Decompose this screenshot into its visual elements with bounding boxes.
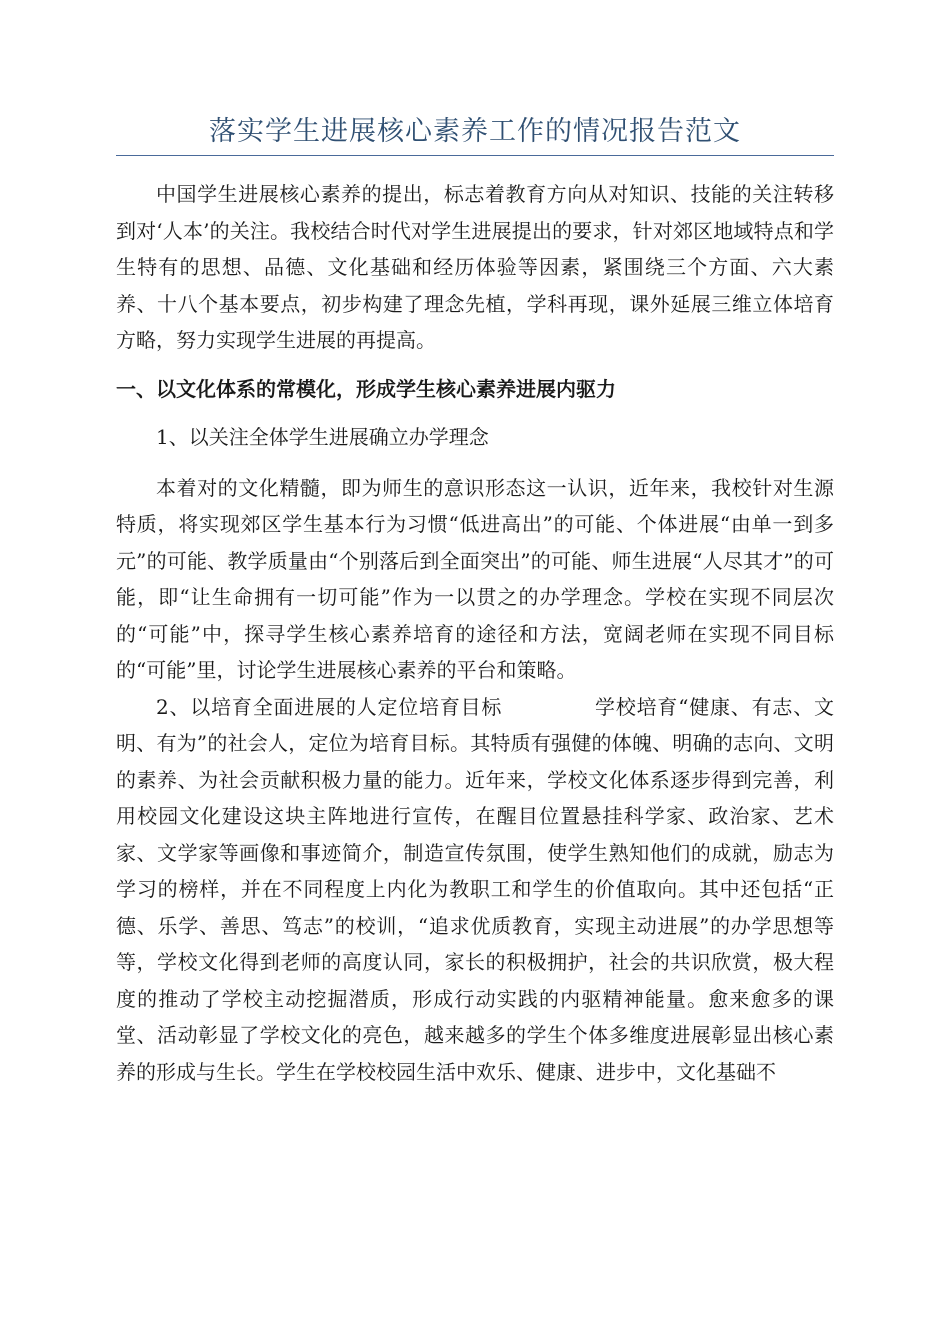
subsection-text-2: 学校培育“健康、有志、文明、有为”的社会人，定位为培育目标。其特质有强健的体魄、明确的志向、文明的素养、为社会贡献积极力量的能力。近年来，学校文化体系逐步得到完善，利用校园文化建设这块主阵地进行宣传，在醒目位置悬挂科学家、政治家、艺术家、文学家等画像和事迹简介，制造宣传氛围，使学生熟知他们的成就，励志为学习的榜样，并在不同程度上内化为教职工和学生的价值取向。其中还包括“正德、乐学、善思、笃志”的校训，“追求优质教育，实现主动进展”的办学思想等等，学校文化得到老师的高度认同，家长的积极拥护，社会的共识欣赏，极大程度的推动了学校主动挖掘潜质，形成行动实践的内驱精神能量。愈来愈多的课堂、活动彰显了学校文化的亮色，越来越多的学生个体多维度进展彰显出核心素养的形成与生长。学生在学校校园生活中欢乐、健康、进步中，文化基础不 bbox=[116, 694, 834, 1084]
subsection-paragraph-2 bbox=[116, 689, 834, 1091]
subsection-paragraph-1: 本着对的文化精髓，即为师生的意识形态这一认识，近年来，我校针对生源特质，将实现郊区学生基本行为习惯“低进高出”的可能、个体进展“由单一到多元”的可能、教学质量由“个别落后到全面突出”的可能、师生进展“人尽其才”的可能，即“让生命拥有一切可能”作为一以贯之的办学理念。学校在实现不同层次的“可能”中，探寻学生核心素养培育的途径和方法，宽阔老师在实现不同目标的“可能”里，讨论学生进展核心素养的平台和策略。 bbox=[116, 475, 834, 682]
title-underline bbox=[116, 155, 834, 156]
document-body bbox=[116, 176, 834, 1090]
subsection-heading-2: 2、以培育全面进展的人定位培育目标 bbox=[156, 694, 503, 719]
document-title: 落实学生进展核心素养工作的情况报告范文 bbox=[209, 116, 741, 147]
section-heading-1: 一、以文化体系的常模化，形成学生核心素养进展内驱力 bbox=[116, 376, 616, 401]
subsection-heading-1: 1、以关注全体学生进展确立办学理念 bbox=[156, 425, 489, 449]
intro-paragraph: 中国学生进展核心素养的提出，标志着教育方向从对知识、技能的关注转移到对‘人本’的关注。我校结合时代对学生进展提出的要求，针对郊区地域特点和学生特有的思想、品德、文化基础和经历体验等因素，紧围绕三个方面、六大素养、十八个基本要点，初步构建了理念先植，学科再现，课外延展三维立体培育方略，努力实现学生进展的再提高。 bbox=[116, 182, 834, 352]
